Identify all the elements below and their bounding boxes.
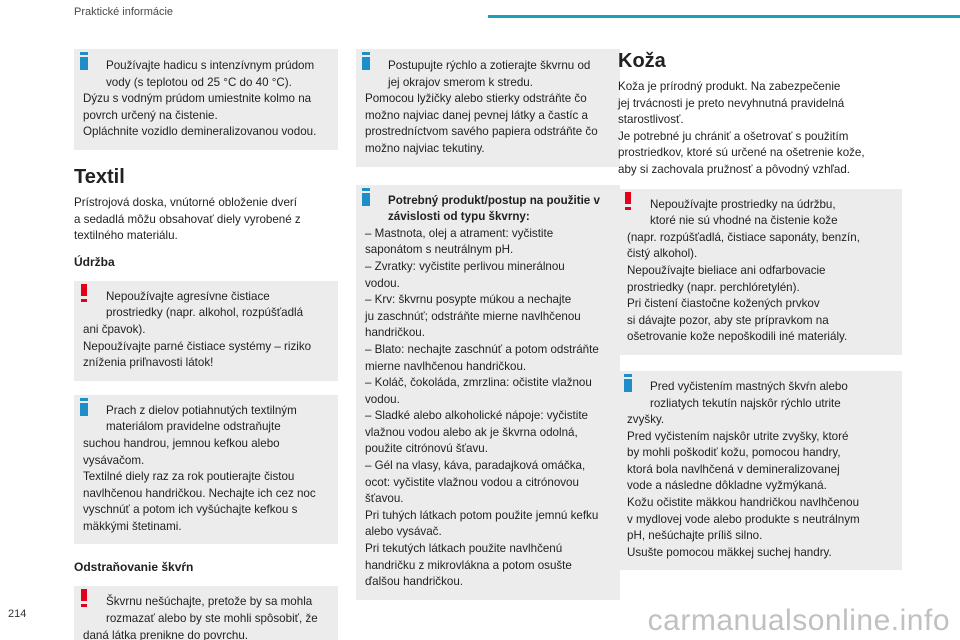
note-line: Pomocou lyžičky alebo stierky odstráňte čo	[365, 92, 587, 106]
note-line: vysávačom.	[83, 453, 145, 467]
textil-paragraph	[74, 195, 338, 245]
section-heading-textil: Textil	[74, 165, 125, 188]
note-line: Nepoužívajte parné čistiace systémy – riziko	[83, 339, 312, 353]
paragraph-line: a sedadlá môžu obsahovať diely vyrobené z	[74, 212, 301, 226]
note-line: saponátom s neutrálnym pH.	[365, 243, 514, 257]
note-line: Pri tekutých látkach použite navlhčenú	[365, 542, 563, 556]
page-number: 214	[8, 608, 27, 620]
paragraph-line: aby si zachovala pružnosť a pôvodný vzhľad.	[618, 162, 851, 176]
note-line: zvyšky.	[627, 413, 665, 427]
note-line: prostredníctvom savého papiera odstráňte čo	[365, 125, 598, 139]
note-line: Pri tuhých látkach potom použite jemnú kefku	[365, 508, 599, 522]
note-line: navlhčenou handričkou. Nechajte ich cez noc	[83, 486, 316, 500]
note-line-bold: Potrebný produkt/postup na použitie v	[388, 193, 600, 207]
info-note-hose	[74, 49, 338, 150]
note-line: ktorá bola navlhčená v demineralizovanej	[627, 462, 840, 476]
paragraph-line: Je potrebné ju chrániť a ošetrovať s použitím	[618, 129, 849, 143]
paragraph-line: starostlivosť.	[618, 113, 684, 127]
note-line: Kožu očistite mäkkou handričkou navlhčenou	[627, 496, 860, 510]
note-line: povrch určený na čistenie.	[83, 108, 218, 122]
note-line: vyschnúť a potom ich vyšúchajte kefkou s	[83, 503, 298, 517]
note-line: možno najviac danej pevnej látky a častíc a	[365, 108, 588, 122]
note-line: ošetrovanie kože nepoškodili iné materiály.	[627, 330, 848, 344]
watermark-text: carmanualsonline.info	[647, 604, 950, 637]
note-line: rozmazať alebo by ste mohli spôsobiť, že	[106, 612, 318, 626]
note-line: ďalšou handričkou.	[365, 575, 464, 589]
note-line: – Blato: nechajte zaschnúť a potom odstráňte	[365, 342, 599, 356]
note-line: prostriedky (napr. perchlóretylén).	[627, 280, 800, 294]
note-line: zníženia priľnavosti látok!	[83, 356, 214, 370]
note-line: rozliatych tekutín najskôr rýchlo utrite	[650, 396, 841, 410]
paragraph-line: Prístrojová doska, vnútorné obloženie dverí	[74, 195, 297, 209]
note-line: ktoré nie sú vhodné na čistenie kože	[650, 214, 838, 228]
note-line: handričku z mikrovlákna a potom osušte	[365, 558, 572, 572]
section-heading-koza: Koža	[618, 50, 666, 72]
paragraph-line: textilného materiálu.	[74, 229, 178, 243]
info-note-products	[356, 185, 620, 600]
note-line: jej okrajov smerom k stredu.	[388, 75, 533, 89]
note-line: šťavou.	[365, 492, 404, 506]
note-line: Nepoužívajte bieliace ani odfarbovacie	[627, 263, 826, 277]
note-line: použite citrónovú šťavu.	[365, 442, 488, 456]
koza-paragraph	[618, 79, 902, 179]
column-3	[618, 50, 902, 570]
column-1	[74, 49, 338, 640]
note-line: Používajte hadicu s intenzívnym prúdom	[106, 59, 315, 72]
note-line: vody (s teplotou od 25 °C do 40 °C).	[106, 75, 292, 89]
note-line: prostriedky (napr. alkohol, rozpúšťadlá	[106, 306, 304, 320]
note-line: Dýzu s vodným prúdom umiestnite kolmo na	[83, 92, 312, 106]
warning-note-cleaners	[74, 281, 338, 381]
note-line: Pred vyčistením mastných škvŕn alebo	[650, 379, 848, 393]
note-line: vlažnou vodou alebo ak je škvrna odolná,	[365, 425, 578, 439]
note-line: suchou handrou, jemnou kefkou alebo	[83, 436, 280, 450]
note-line: Textilné diely raz za rok poutierajte čistou	[83, 470, 295, 484]
note-line: mierne navlhčenou handričkou.	[365, 359, 527, 373]
note-line: – Gél na vlasy, káva, paradajková omáčka,	[365, 459, 586, 473]
page-header-title: Praktické informácie	[74, 6, 174, 18]
note-line: vodou.	[365, 276, 400, 290]
note-line: (napr. rozpúšťadlá, čistiace saponáty, benzín,	[627, 230, 860, 244]
warning-note-leather-products	[618, 189, 902, 355]
note-line: Opláchnite vozidlo demineralizovanou vodou.	[83, 125, 317, 139]
column-2	[356, 49, 620, 600]
paragraph-line: Koža je prírodný produkt. Na zabezpečenie	[618, 80, 841, 93]
note-line: v mydlovej vode alebo produkte s neutrálnym	[627, 512, 860, 526]
info-note-leather-stains	[618, 371, 902, 571]
note-line: handričkou.	[365, 326, 425, 340]
note-line: ocot: vyčistite vlažnou vodou a citrónovou	[365, 475, 579, 489]
note-line: ani čpavok).	[83, 322, 146, 336]
info-note-dust	[74, 395, 338, 545]
subheading-odstranovanie: Odstraňovanie škvŕn	[74, 560, 194, 575]
note-line: – Zvratky: vyčistite perlivou minerálnou	[365, 259, 565, 273]
note-line-bold: závislosti od typu škvrny:	[388, 210, 530, 224]
note-line: Nepoužívajte agresívne čistiace	[106, 289, 270, 303]
note-line: Usušte pomocou mäkkej suchej handry.	[627, 545, 832, 559]
note-line: alebo vysávač.	[365, 525, 442, 539]
note-line: – Sladké alebo alkoholické nápoje: vyčistite	[365, 409, 588, 423]
paragraph-line: prostriedkov, ktoré sú určené na ošetrenie kože,	[618, 146, 865, 160]
note-line: Škvrnu nešúchajte, pretože by sa mohla	[106, 595, 313, 609]
note-line: by mohli poškodiť kožu, pomocou handry,	[627, 446, 841, 460]
note-line: daná látka prenikne do povrchu.	[83, 628, 249, 640]
note-line: – Krv: škvrnu posypte múkou a nechajte	[365, 293, 572, 307]
paragraph-line: jej trvácnosti je preto nevyhnutná pravidelná	[618, 96, 845, 110]
note-line: Nepoužívajte prostriedky na údržbu,	[650, 197, 836, 211]
note-line: Pri čistení čiastočne kožených prvkov	[627, 297, 820, 311]
note-line: ju zaschnúť; odstráňte mierne navlhčenou	[365, 309, 581, 323]
note-line: čistý alkohol).	[627, 247, 698, 261]
note-line: pH, nešúchajte príliš silno.	[627, 529, 763, 543]
note-line: možno najviac tekutiny.	[365, 141, 485, 155]
header-accent-bar	[488, 15, 960, 18]
info-note-quick	[356, 49, 620, 167]
note-line: si dávajte pozor, aby ste prípravkom na	[627, 313, 829, 327]
note-line: vode a následne dôkladne vyžmýkaná.	[627, 479, 827, 493]
note-line: materiálom pravidelne odstraňujte	[106, 420, 281, 434]
subheading-udrzba: Údržba	[74, 254, 115, 269]
note-line: vodou.	[365, 392, 400, 406]
note-line: Pred vyčistením najskôr utrite zvyšky, ktoré	[627, 429, 849, 443]
note-line: – Koláč, čokoláda, zmrzlina: očistite vlažnou	[365, 376, 592, 390]
note-line: – Mastnota, olej a atrament: vyčistite	[365, 226, 554, 240]
note-line: Postupujte rýchlo a zotierajte škvrnu od	[388, 59, 591, 72]
note-line: mäkkými štetinami.	[83, 519, 182, 533]
warning-note-rub	[74, 586, 338, 640]
note-line: Prach z dielov potiahnutých textilným	[106, 403, 297, 417]
